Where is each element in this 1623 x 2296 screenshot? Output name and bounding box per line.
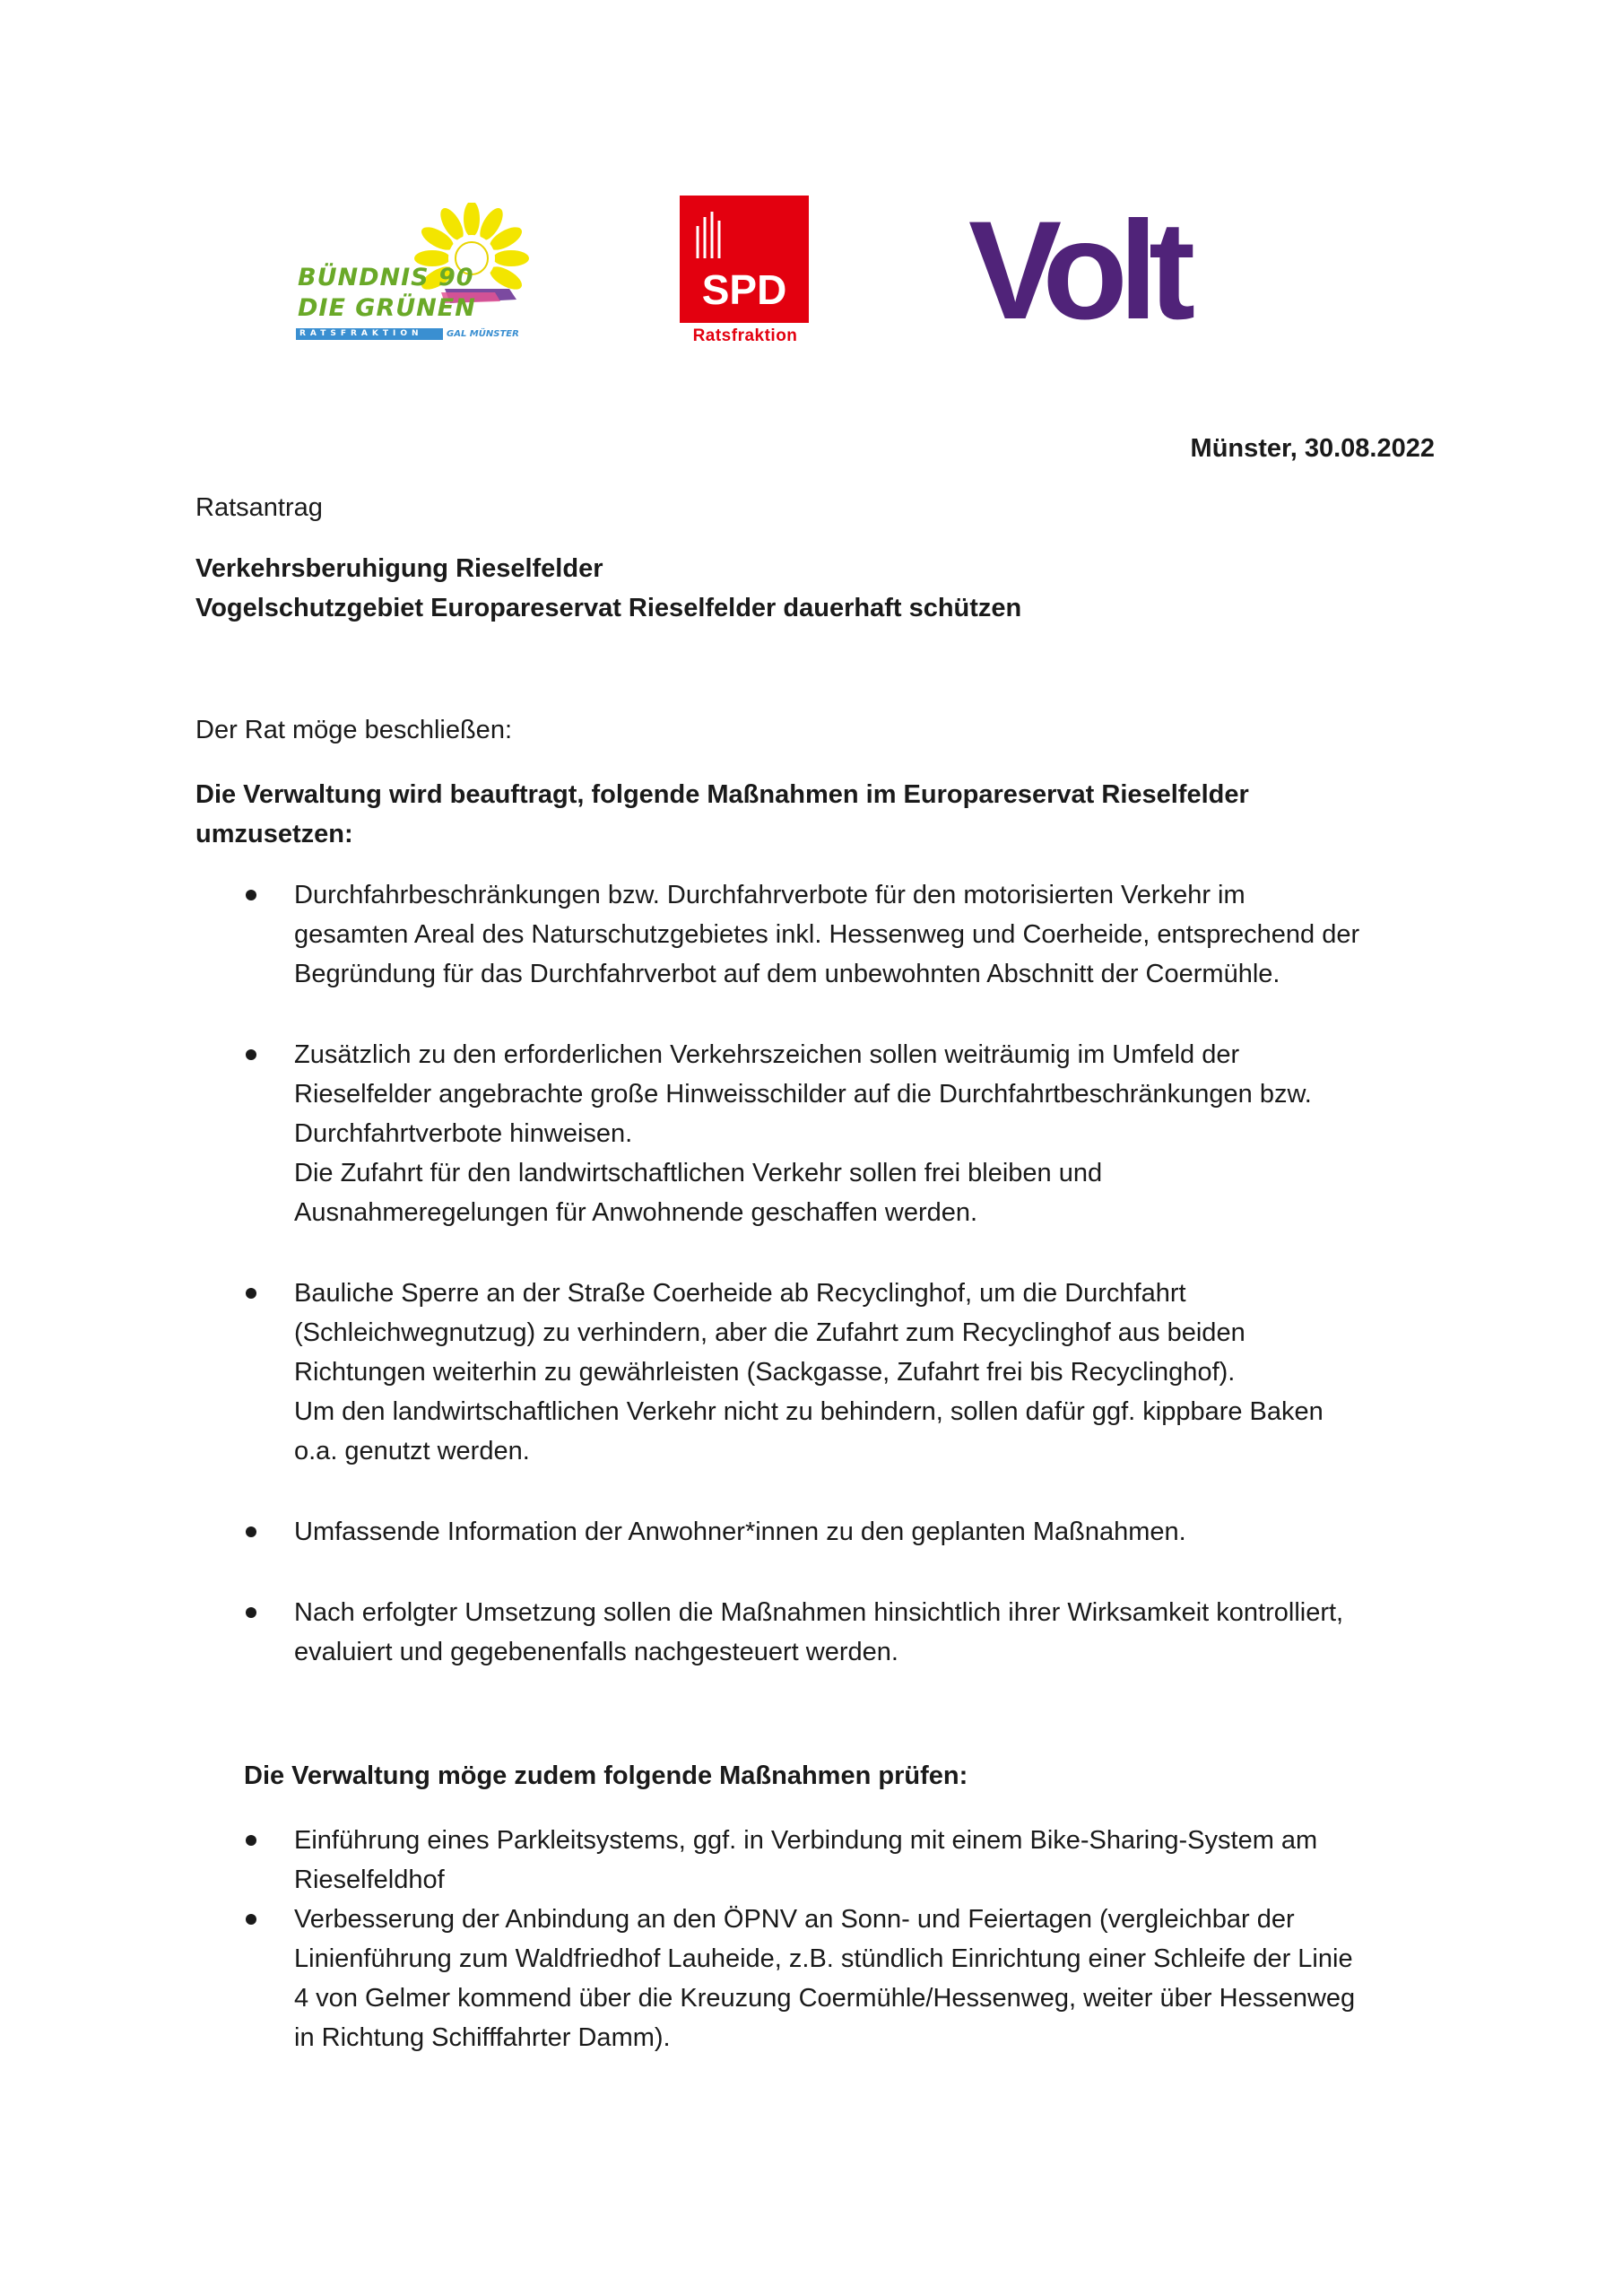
title-line2: Vogelschutzgebiet Europareservat Rieselfelder dauerhaft schützen bbox=[195, 594, 1022, 622]
bullet-icon bbox=[246, 890, 256, 900]
measure-5-line-1: Nach erfolgter Umsetzung sollen die Maßnahmen hinsichtlich ihrer Wirksamkeit kontrolliert, bbox=[294, 1598, 1344, 1627]
measure-5-line-2: evaluiert und gegebenenfalls nachgesteuert werden. bbox=[294, 1638, 898, 1666]
bullet-icon bbox=[246, 1607, 256, 1618]
measure-3-line-1: Bauliche Sperre an der Straße Coerheide ab Recyclinghof, um die Durchfahrt bbox=[294, 1279, 1186, 1308]
mandate-line2: umzusetzen: bbox=[195, 820, 353, 848]
measure-4-line-1: Umfassende Information der Anwohner*innen zu den geplanten Maßnahmen. bbox=[294, 1518, 1186, 1546]
review-2-line-1: Verbesserung der Anbindung an den ÖPNV an Sonn- und Feiertagen (vergleichbar der bbox=[294, 1905, 1295, 1934]
mandate-line1: Die Verwaltung wird beauftragt, folgende Maßnahmen im Europareservat Rieselfelder bbox=[195, 780, 1249, 809]
bullet-icon bbox=[246, 1914, 256, 1925]
gruene-logo bbox=[292, 203, 536, 348]
review-2-line-3: 4 von Gelmer kommend über die Kreuzung Coermühle/Hessenweg, weiter über Hessenweg bbox=[294, 1984, 1356, 2013]
review-item-1 bbox=[294, 1821, 1317, 1900]
measure-3-line-5: o.a. genutzt werden. bbox=[294, 1437, 530, 1465]
measure-item-5 bbox=[294, 1593, 1343, 1672]
measure-3-line-3: Richtungen weiterhin zu gewährleisten (Sackgasse, Zufahrt frei bis Recyclinghof). bbox=[294, 1358, 1236, 1387]
measure-item-1 bbox=[294, 875, 1359, 994]
measure-item-4 bbox=[294, 1512, 1186, 1552]
organ-pipes-icon bbox=[692, 208, 728, 262]
bullet-icon bbox=[246, 1288, 256, 1299]
measure-2-line-3: Durchfahrtverbote hinweisen. bbox=[294, 1119, 633, 1148]
bullet-icon bbox=[246, 1049, 256, 1060]
review-1-line-1: Einführung eines Parkleitsystems, ggf. in Verbindung mit einem Bike-Sharing-System am bbox=[294, 1826, 1318, 1855]
measure-item-3 bbox=[294, 1274, 1324, 1471]
title-line1: Verkehrsberuhigung Rieselfelder bbox=[195, 554, 603, 583]
gruene-logo-line1: BÜNDNIS 90 bbox=[298, 264, 474, 291]
bullet-icon bbox=[246, 1835, 256, 1846]
volt-logo-text: Volt bbox=[968, 193, 1187, 349]
measure-3-line-2: (Schleichwegnutzug) zu verhindern, aber die Zufahrt zum Recyclinghof aus beiden bbox=[294, 1318, 1245, 1347]
measure-1-line-3: Begründung für das Durchfahrverbot auf dem unbewohnten Abschnitt der Coermühle. bbox=[294, 960, 1280, 988]
measure-2-line-4: Die Zufahrt für den landwirtschaftlichen Verkehr sollen frei bleiben und bbox=[294, 1159, 1103, 1187]
review-2-line-2: Linienführung zum Waldfriedhof Lauheide, z.B. stündlich Einrichtung einer Schleife der Linie bbox=[294, 1944, 1353, 1973]
document-date: Münster, 30.08.2022 bbox=[1190, 434, 1435, 463]
bullet-icon bbox=[246, 1526, 256, 1537]
measure-item-2 bbox=[294, 1035, 1312, 1232]
measure-1-line-2: gesamten Areal des Naturschutzgebietes inkl. Hessenweg und Coerheide, entsprechend der bbox=[294, 920, 1360, 949]
spd-logo-sub: Ratsfraktion bbox=[692, 326, 798, 345]
measure-1-line-1: Durchfahrbeschränkungen bzw. Durchfahrverbote für den motorisierten Verkehr im bbox=[294, 881, 1245, 909]
gruene-logo-bar: RATSFRAKTION bbox=[296, 328, 443, 340]
review-1-line-2: Rieselfeldhof bbox=[294, 1866, 445, 1894]
measure-2-line-5: Ausnahmeregelungen für Anwohnende geschaffen werden. bbox=[294, 1198, 978, 1227]
gruene-logo-line2: DIE GRÜNEN bbox=[298, 294, 476, 322]
review-heading: Die Verwaltung möge zudem folgende Maßnahmen prüfen: bbox=[244, 1761, 968, 1790]
intro-text: Der Rat möge beschließen: bbox=[195, 716, 512, 744]
measure-2-line-2: Rieselfelder angebrachte große Hinweisschilder auf die Durchfahrtbeschränkungen bzw. bbox=[294, 1080, 1312, 1109]
spd-logo-text: SPD bbox=[701, 266, 787, 313]
spd-logo bbox=[680, 196, 811, 348]
measure-2-line-1: Zusätzlich zu den erforderlichen Verkehrszeichen sollen weiträumig im Umfeld der bbox=[294, 1040, 1240, 1069]
volt-logo bbox=[968, 193, 1255, 349]
review-2-line-4: in Richtung Schifffahrter Damm). bbox=[294, 2023, 671, 2052]
measure-3-line-4: Um den landwirtschaftlichen Verkehr nicht zu behindern, sollen dafür ggf. kippbare Baken bbox=[294, 1397, 1324, 1426]
review-item-2 bbox=[294, 1900, 1355, 2057]
document-type: Ratsantrag bbox=[195, 493, 323, 522]
gruene-logo-sub: GAL MÜNSTER bbox=[447, 329, 519, 339]
spd-logo-box bbox=[680, 196, 809, 323]
